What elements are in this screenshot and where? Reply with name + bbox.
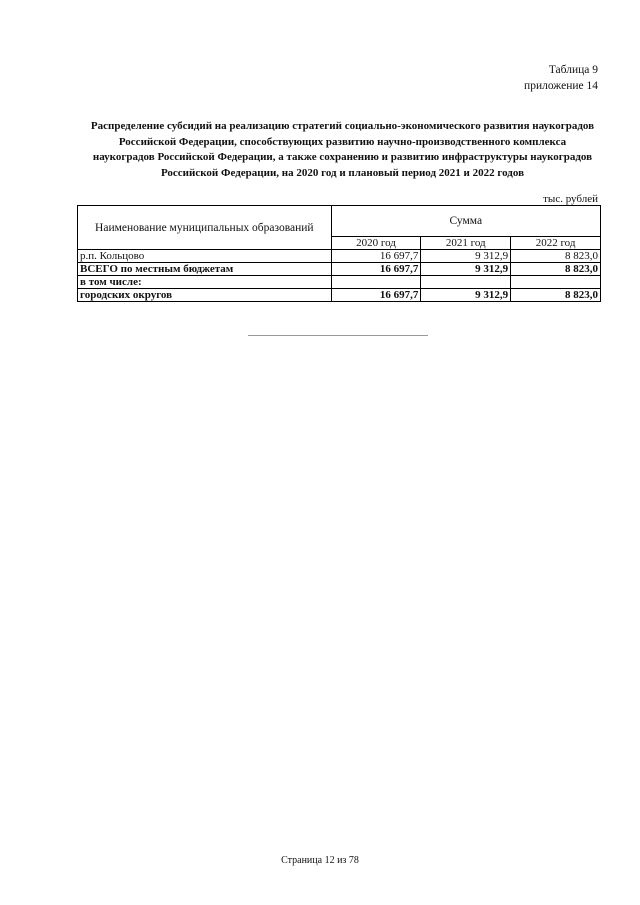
title-line-3: наукоградов Российской Федерации, а также сохранению и развитию инфраструктуры наукоградов — [92, 151, 593, 163]
row-name: городских округов — [78, 289, 332, 302]
row-value-2021: 9 312,9 — [421, 263, 511, 276]
column-header-sum: Сумма — [331, 206, 600, 237]
document-title — [70, 119, 615, 181]
row-value-2021: 9 312,9 — [421, 289, 511, 302]
table-row-total — [78, 263, 601, 276]
subsidy-table — [77, 205, 601, 302]
year-header-2020: 2020 год — [331, 237, 421, 250]
year-header-2021: 2021 год — [421, 237, 511, 250]
row-value-2022 — [511, 276, 601, 289]
row-value-2020: 16 697,7 — [331, 250, 421, 263]
table-row-including — [78, 276, 601, 289]
row-name: ВСЕГО по местным бюджетам — [78, 263, 332, 276]
row-name: р.п. Кольцово — [78, 250, 332, 263]
row-name: в том числе: — [78, 276, 332, 289]
appendix-label: приложение 14 — [524, 80, 598, 92]
title-line-4: Российской Федерации, на 2020 год и плановый период 2021 и 2022 годов — [160, 166, 525, 179]
row-value-2022: 8 823,0 — [511, 250, 601, 263]
row-value-2022: 8 823,0 — [511, 289, 601, 302]
row-value-2020: 16 697,7 — [331, 263, 421, 276]
column-header-name: Наименование муниципальных образований — [78, 206, 332, 250]
row-value-2022: 8 823,0 — [511, 263, 601, 276]
row-value-2021 — [421, 276, 511, 289]
year-header-2022: 2022 год — [511, 237, 601, 250]
table-row — [78, 250, 601, 263]
row-value-2021: 9 312,9 — [421, 250, 511, 263]
units-label: тыс. рублей — [543, 193, 598, 205]
row-value-2020: 16 697,7 — [331, 289, 421, 302]
table-row-urban-districts — [78, 289, 601, 302]
row-value-2020 — [331, 276, 421, 289]
page-footer: Страница 12 из 78 — [281, 855, 359, 866]
title-line-1: Распределение субсидий на реализацию стратегий социально-экономического развития наукоградов — [90, 120, 595, 132]
table-number: Таблица 9 — [548, 64, 598, 76]
table-header-row — [78, 206, 601, 237]
title-line-2: Российской Федерации, способствующих развитию научно-производственного комплекса — [118, 135, 567, 148]
end-rule — [248, 335, 428, 336]
